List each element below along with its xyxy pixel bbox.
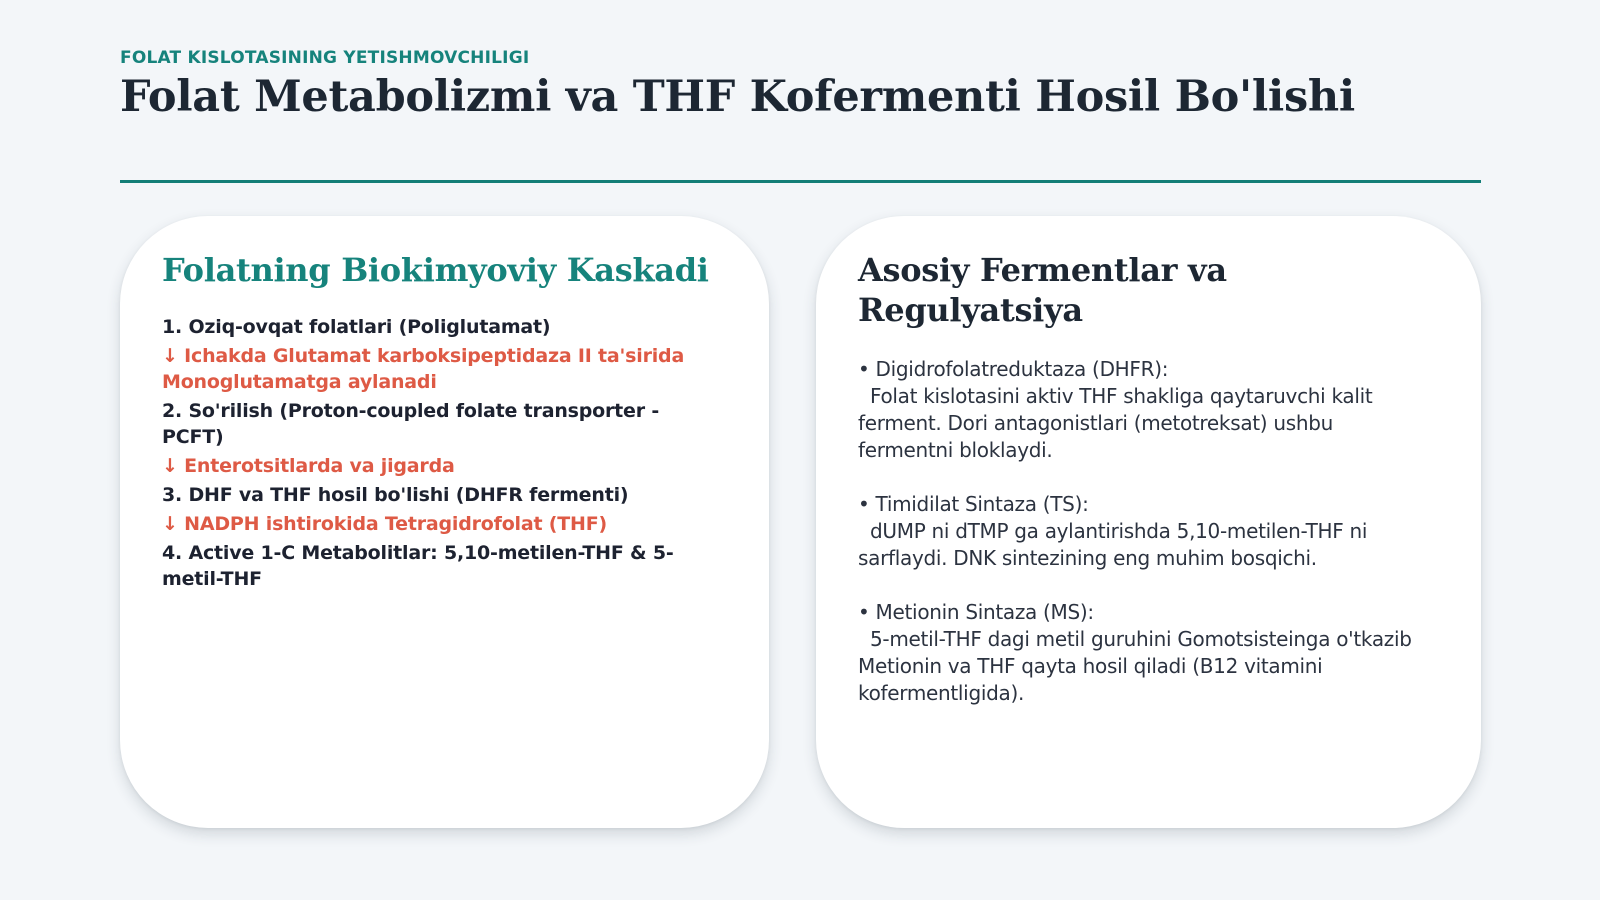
cascade-step: 4. Active 1-C Metabolitlar: 5,10-metilen-THF & 5-metil-THF [162, 542, 674, 590]
folate-cascade-card [120, 216, 769, 828]
cascade-step: 2. So'rilish (Proton-coupled folate transporter - PCFT) [162, 400, 660, 448]
cascade-step: 3. DHF va THF hosil bo'lishi (DHFR fermenti) [162, 484, 629, 506]
cascade-steps-list [162, 314, 722, 595]
enzymes-card [816, 216, 1481, 828]
title-divider [120, 180, 1481, 183]
slide-header [120, 48, 1480, 122]
enzymes-list [858, 356, 1418, 734]
cascade-step: 1. Oziq-ovqat folatlari (Poliglutamat) [162, 316, 551, 338]
cascade-transition: ↓ NADPH ishtirokida Tetragidrofolat (THF) [162, 513, 607, 535]
enzyme-description: Folat kislotasini aktiv THF shakliga qaytaruvchi kalit ferment. Dori antagonistlari (metotreksat) ushbu fermentni bloklaydi. [858, 384, 1373, 462]
enzyme-name: • Metionin Sintaza (MS): [858, 600, 1094, 624]
enzyme-item-ts [858, 491, 1418, 572]
enzyme-description: dUMP ni dTMP ga aylantirishda 5,10-metilen-THF ni sarflaydi. DNK sintezining eng muhim bosqichi. [858, 519, 1368, 570]
enzyme-name: • Timidilat Sintaza (TS): [858, 492, 1089, 516]
enzyme-name: • Digidrofolatreduktaza (DHFR): [858, 357, 1169, 381]
cascade-card-title: Folatning Biokimyoviy Kaskadi [162, 251, 709, 289]
enzyme-item-dhfr [858, 356, 1418, 464]
cascade-transition: ↓ Enterotsitlarda va jigarda [162, 455, 455, 477]
cascade-transition: ↓ Ichakda Glutamat karboksipeptidaza II ta'sirida Monoglutamatga aylanadi [162, 345, 685, 393]
page-title: Folat Metabolizmi va THF Kofermenti Hosil Bo'lishi [120, 72, 1355, 122]
enzyme-description: 5-metil-THF dagi metil guruhini Gomotsisteinga o'tkazib Metionin va THF qayta hosil qiladi (B12 vitamini kofermentligida). [858, 627, 1412, 705]
section-kicker: FOLAT KISLOTASINING YETISHMOVCHILIGI [120, 48, 530, 68]
enzymes-card-title: Asosiy Fermentlar va Regulyatsiya [858, 251, 1227, 329]
enzyme-item-ms [858, 599, 1418, 707]
